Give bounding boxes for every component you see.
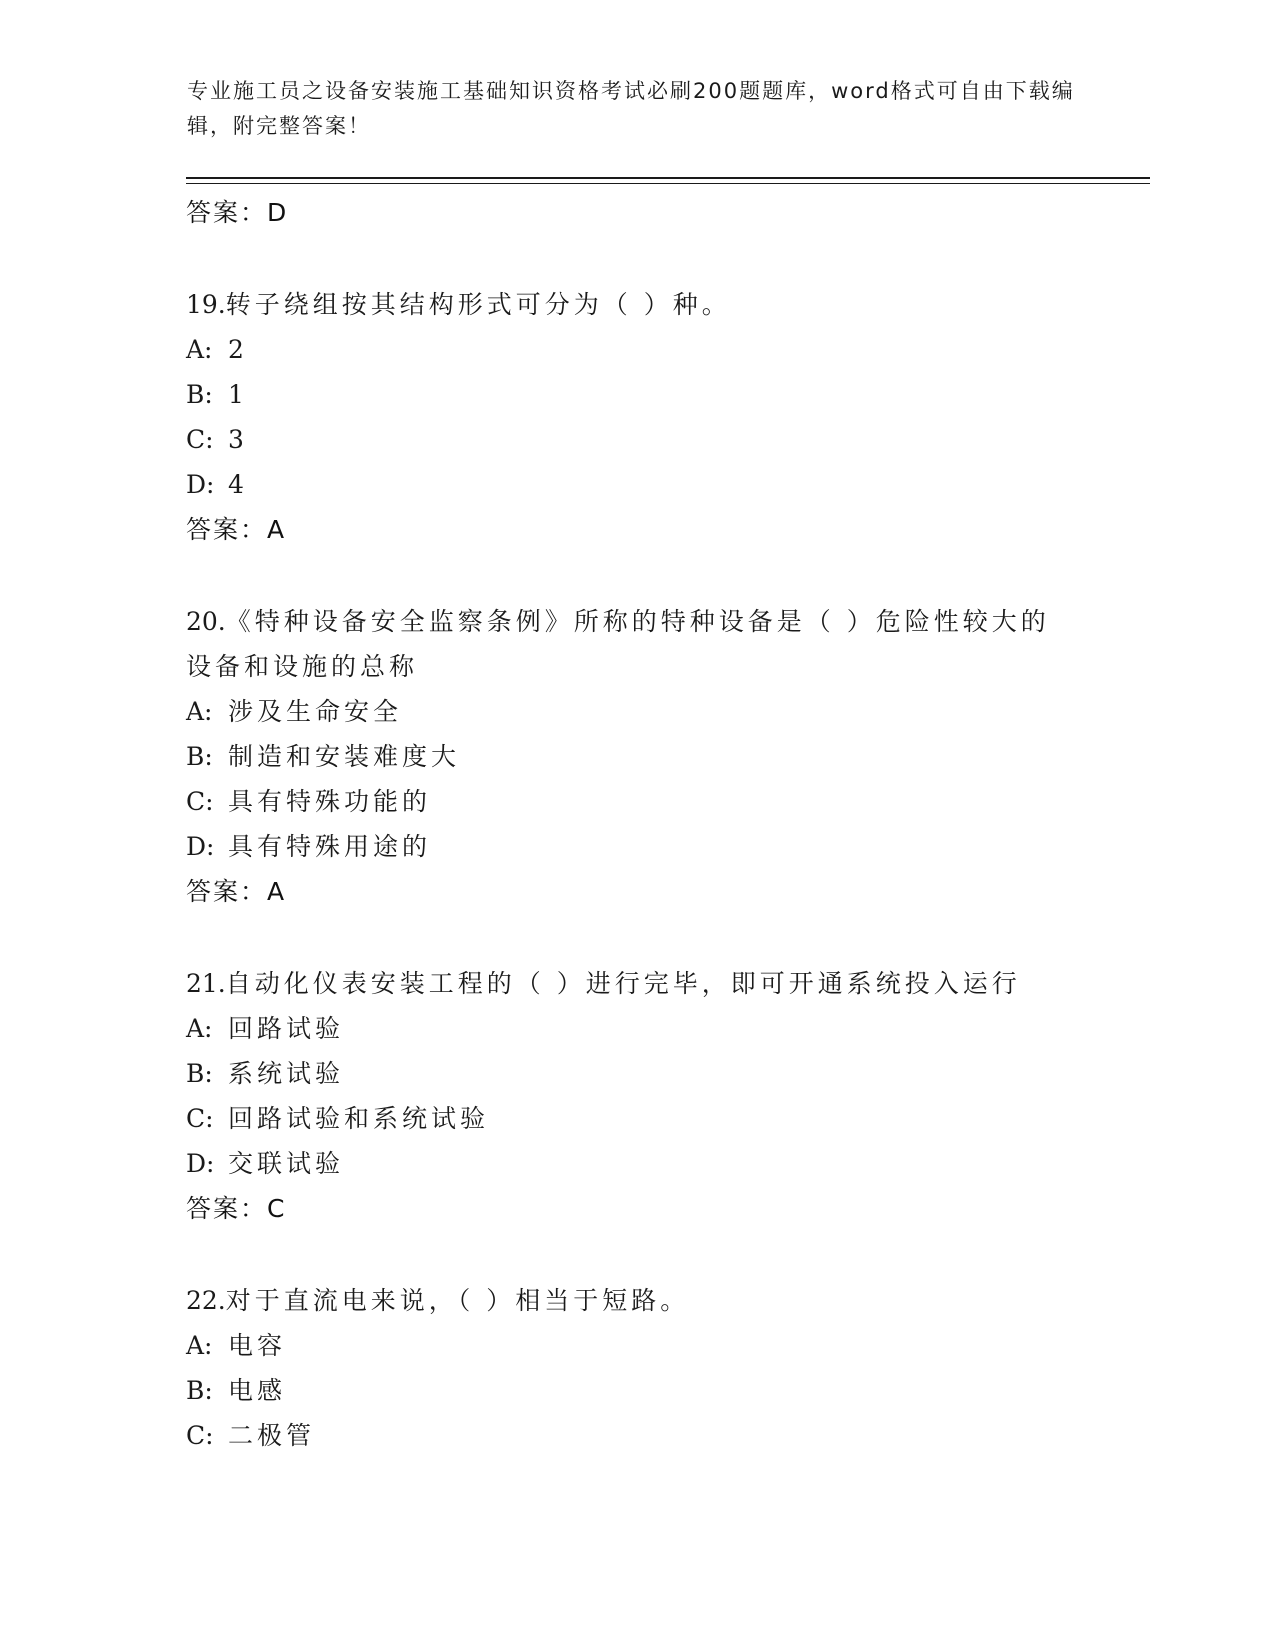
option-text: 3 <box>228 425 248 454</box>
question-list <box>186 190 1146 1458</box>
answer-line <box>186 190 1146 235</box>
option-label: C: <box>186 787 214 816</box>
option-label: A: <box>186 1331 213 1360</box>
option-c <box>186 1096 1146 1141</box>
question-21 <box>186 961 1146 1231</box>
answer-prefix: 答案： <box>186 198 268 227</box>
answer-value: D <box>267 198 289 227</box>
option-text: 系统试验 <box>228 1059 345 1088</box>
option-a <box>186 327 1146 372</box>
option-c <box>186 779 1146 824</box>
option-label: D: <box>186 832 215 861</box>
answer-value: A <box>267 515 287 544</box>
question-number: 22. <box>186 1286 226 1315</box>
question-19 <box>186 282 1146 552</box>
header-rule-thin <box>186 183 1150 184</box>
question-22 <box>186 1278 1146 1458</box>
question-text: 对于直流电来说，（ ）相当于短路。 <box>225 1286 690 1315</box>
option-b <box>186 1051 1146 1096</box>
option-c <box>186 417 1146 462</box>
option-c <box>186 1413 1146 1458</box>
option-a <box>186 1323 1146 1368</box>
answer-prefix: 答案： <box>186 877 268 906</box>
question-number: 20. <box>186 607 226 636</box>
option-text: 1 <box>228 380 248 409</box>
option-label: A: <box>186 1014 213 1043</box>
option-text: 电容 <box>228 1331 287 1360</box>
option-d <box>186 824 1146 869</box>
question-text: 转子绕组按其结构形式可分为（ ）种。 <box>225 290 731 319</box>
option-text: 具有特殊用途的 <box>228 832 432 861</box>
option-d <box>186 462 1146 507</box>
question-stem <box>186 282 1146 327</box>
answer-prefix: 答案： <box>186 515 268 544</box>
option-label: B: <box>186 1059 213 1088</box>
option-text: 电感 <box>228 1376 287 1405</box>
option-text: 回路试验 <box>228 1014 345 1043</box>
option-a <box>186 689 1146 734</box>
answer-value: C <box>267 1194 287 1223</box>
option-label: D: <box>186 470 215 499</box>
option-label: D: <box>186 1149 215 1178</box>
option-text: 交联试验 <box>228 1149 345 1178</box>
option-text: 4 <box>228 470 248 499</box>
option-label: C: <box>186 425 214 454</box>
option-text: 回路试验和系统试验 <box>228 1104 490 1133</box>
option-label: A: <box>186 697 213 726</box>
option-text: 二极管 <box>228 1421 316 1450</box>
option-label: A: <box>186 335 213 364</box>
answer-line <box>186 869 1146 914</box>
question-number: 21. <box>186 969 226 998</box>
question-number: 19. <box>186 290 226 319</box>
question-20 <box>186 599 1146 914</box>
option-label: B: <box>186 1376 213 1405</box>
option-b <box>186 734 1146 779</box>
answer-line <box>186 507 1146 552</box>
option-label: B: <box>186 380 213 409</box>
option-b <box>186 372 1146 417</box>
question-stem <box>186 599 1146 644</box>
option-text: 2 <box>228 335 248 364</box>
option-label: C: <box>186 1104 214 1133</box>
option-text: 具有特殊功能的 <box>228 787 432 816</box>
option-a <box>186 1006 1146 1051</box>
answer-value: A <box>267 877 287 906</box>
question-text: 自动化仪表安装工程的（ ）进行完毕，即可开通系统投入运行 <box>225 969 1021 998</box>
option-label: B: <box>186 742 213 771</box>
answer-prefix: 答案： <box>186 1194 268 1223</box>
option-d <box>186 1141 1146 1186</box>
question-stem <box>186 961 1146 1006</box>
option-b <box>186 1368 1146 1413</box>
question-stem-continued: 设备和设施的总称 <box>186 652 419 681</box>
question-stem <box>186 1278 1146 1323</box>
header-rule-thick <box>186 177 1150 179</box>
option-label: C: <box>186 1421 214 1450</box>
document-header: 专业施工员之设备安装施工基础知识资格考试必刷200题题库，word格式可自由下载编辑，附完整答案！ <box>187 79 1075 138</box>
option-text: 涉及生命安全 <box>228 697 403 726</box>
answer-line <box>186 1186 1146 1231</box>
option-text: 制造和安装难度大 <box>228 742 461 771</box>
question-text: 《特种设备安全监察条例》所称的特种设备是（ ）危险性较大的 <box>225 607 1050 636</box>
